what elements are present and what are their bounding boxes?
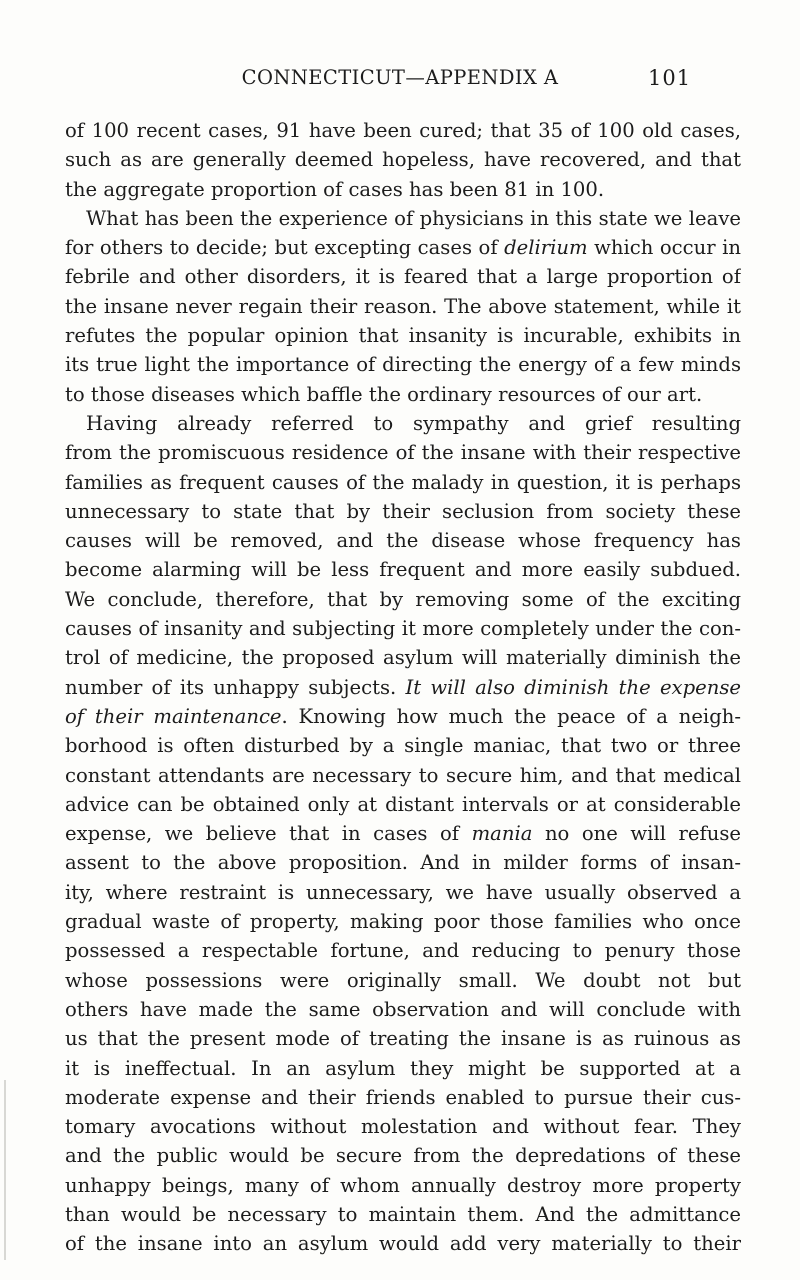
text-segment: of 100 recent cases, 91 have been cured; that 35 of 100 old cases,: [65, 119, 741, 142]
text-line: [65, 848, 741, 877]
text-segment: which occur in: [587, 236, 741, 260]
italic-text: mania: [471, 822, 533, 846]
text-segment: refutes the popular opinion that insanity is incurable, exhibits in: [65, 324, 741, 348]
text-line: [65, 878, 741, 907]
text-line: [65, 790, 741, 819]
text-segment: it is ineffectual. In an asylum they might be supported at a: [65, 1056, 741, 1080]
text-segment: gradual waste of property, making poor those families who once: [65, 910, 741, 934]
text-segment: unhappy beings, many of whom annually destroy more property: [65, 1173, 741, 1197]
text-line: [65, 116, 741, 145]
text-segment: moderate expense and their friends enabled to pursue their cus-: [65, 1085, 741, 1109]
text-line: [65, 175, 741, 204]
page-header: [0, 64, 800, 94]
text-line: [65, 321, 741, 350]
italic-text: of their maintenance: [65, 704, 282, 728]
text-segment: assent to the above proposition. And in milder forms of insan-: [65, 851, 741, 875]
text-line: [65, 204, 741, 233]
text-segment: causes will be removed, and the disease whose frequency has: [65, 529, 741, 553]
text-line: [65, 555, 741, 584]
text-line: [65, 907, 741, 936]
italic-text: delirium: [504, 236, 588, 260]
running-head: CONNECTICUT—APPENDIX A: [241, 66, 559, 89]
text-segment: the aggregate proportion of cases has been 81 in 100.: [65, 177, 605, 201]
text-segment: and the public would be secure from the depredations of these: [65, 1144, 741, 1168]
text-line: [65, 1171, 741, 1200]
italic-text: It will also diminish the expense: [405, 675, 741, 699]
text-line: [65, 233, 741, 262]
text-segment: expense, we believe that in cases of: [65, 822, 472, 846]
text-line: [65, 292, 741, 321]
text-line: [65, 643, 741, 672]
text-line: [65, 761, 741, 790]
text-segment: from the promiscuous residence of the insane with their respective: [65, 441, 741, 465]
text-segment: others have made the same observation and will conclude with: [65, 997, 741, 1021]
text-segment: families as frequent causes of the malady in question, it is perhaps: [65, 470, 741, 494]
text-line: [65, 1054, 741, 1083]
text-line: [65, 380, 741, 409]
text-segment: unnecessary to state that by their seclusion from society these: [65, 499, 741, 523]
text-line: [65, 1112, 741, 1141]
text-line: [65, 145, 741, 174]
text-line: [65, 673, 741, 702]
text-line: [65, 262, 741, 291]
text-line: [65, 526, 741, 555]
text-segment: What has been the experience of physicians in this state we leave: [86, 206, 741, 230]
margin-shadow: [4, 1080, 6, 1260]
text-line: [65, 702, 741, 731]
text-segment: its true light the importance of directing the energy of a few minds: [65, 353, 741, 377]
text-segment: us that the present mode of treating the insane is as ruinous as: [65, 1027, 741, 1051]
text-line: [65, 1024, 741, 1053]
text-line: [65, 1083, 741, 1112]
text-segment: the insane never regain their reason. The above statement, while it: [65, 294, 741, 318]
text-segment: febrile and other disorders, it is feared that a large proportion of: [65, 265, 741, 289]
text-line: [65, 1200, 741, 1229]
page-number: 101: [648, 66, 692, 90]
text-line: [65, 438, 741, 467]
text-segment: . Knowing how much the peace of a neigh-: [281, 704, 741, 728]
text-segment: of the insane into an asylum would add very materially to their: [65, 1232, 741, 1256]
text-line: [65, 614, 741, 643]
text-segment: Having already referred to sympathy and grief resulting: [86, 411, 741, 435]
body-text: [65, 116, 741, 1259]
text-line: [65, 585, 741, 614]
text-segment: for others to decide; but excepting cases of: [65, 236, 505, 260]
text-line: [65, 936, 741, 965]
text-line: [65, 1229, 741, 1258]
text-segment: tomary avocations without molestation and without fear. They: [65, 1115, 741, 1139]
text-segment: whose possessions were originally small. We doubt not but: [65, 968, 741, 992]
text-line: [65, 731, 741, 760]
text-segment: constant attendants are necessary to secure him, and that medical: [65, 763, 741, 787]
text-line: [65, 409, 741, 438]
text-segment: than would be necessary to maintain them. And the admittance: [65, 1202, 741, 1226]
text-segment: ity, where restraint is unnecessary, we have usually observed a: [65, 880, 741, 904]
text-segment: number of its unhappy subjects.: [65, 675, 406, 699]
text-line: [65, 1141, 741, 1170]
text-segment: We conclude, therefore, that by removing some of the exciting: [65, 587, 741, 611]
text-line: [65, 497, 741, 526]
text-segment: borhood is often disturbed by a single maniac, that two or three: [65, 734, 741, 758]
text-line: [65, 350, 741, 379]
text-segment: become alarming will be less frequent and more easily subdued.: [65, 558, 741, 582]
text-segment: causes of insanity and subjecting it more completely under the con-: [65, 617, 741, 641]
text-segment: possessed a respectable fortune, and reducing to penury those: [65, 939, 741, 963]
text-line: [65, 966, 741, 995]
text-segment: to those diseases which baffle the ordinary resources of our art.: [65, 382, 703, 406]
text-segment: such as are generally deemed hopeless, have recovered, and that: [65, 148, 741, 172]
text-segment: no one will refuse: [532, 822, 741, 846]
text-line: [65, 819, 741, 848]
text-segment: advice can be obtained only at distant intervals or at considerable: [65, 792, 741, 816]
text-line: [65, 468, 741, 497]
text-line: [65, 995, 741, 1024]
text-segment: trol of medicine, the proposed asylum will materially diminish the: [65, 646, 741, 670]
